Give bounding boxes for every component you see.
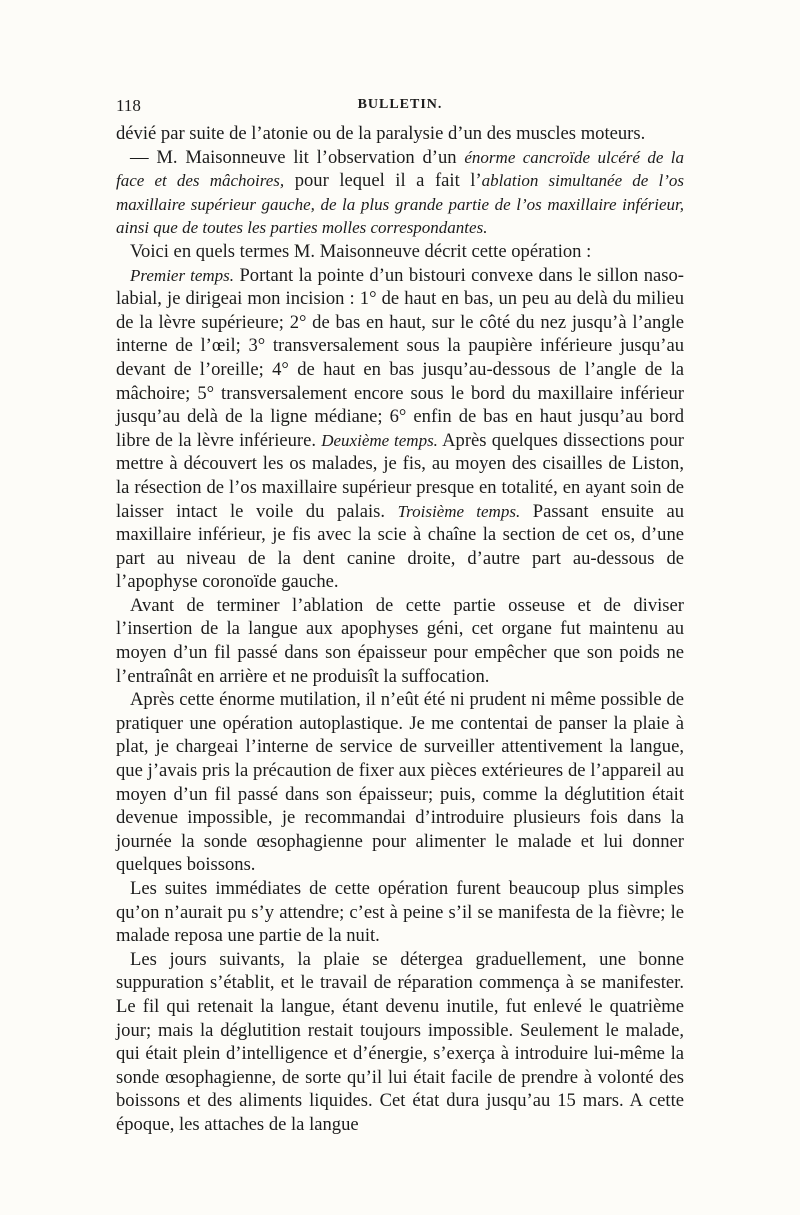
paragraph — [116, 877, 684, 948]
text-run: Avant de terminer l’ablation de cette partie osseuse et de diviser l’insertion de la langue aux apophyses géni, cet organe fut maintenu au moyen d’un fil passé dans son épaisseur pour empêcher que son poids ne l’entraînât en arrière et ne produisît la suffocation. — [116, 594, 684, 687]
italic-text-run: ablation simultanée de l’os maxillaire supérieur gauche, de la plus grande partie de l’os maxillaire inférieur, ainsi que de toutes les parties molles correspondantes. — [116, 171, 684, 238]
paragraph — [116, 264, 684, 594]
text-run: Voici en quels termes M. Maisonneuve décrit cette opération : — [130, 240, 592, 262]
book-page — [116, 96, 684, 1137]
italic-text-run: Premier temps. — [130, 265, 235, 285]
text-run: Les suites immédiates de cette opération furent beaucoup plus simples qu’on n’aurait pu s’y attendre; c’est à peine s’il se manifesta de la fièvre; le malade reposa une partie de la nuit. — [116, 878, 684, 947]
text-run: Après quelques dissections pour mettre à découvert les os malades, je fis, au moyen des cisailles de Liston, la résection de l’os maxillaire supérieur presque en totalité, en ayant soin de laisser intact le voile du palais. — [116, 429, 684, 522]
text-run: Portant la pointe d’un bistouri convexe dans le sillon naso-labial, je dirigeai mon incision : 1° de haut en bas, un peu au delà du milieu de la lèvre supérieure; 2° de bas en haut, sur le côté du nez jusqu’à l’angle interne de l’œil; 3° transversalement sous la paupière inférieure jusqu’au devant de l’oreille; 4° de haut en bas jusqu’au-dessous de l’angle de la mâchoire; 5° transversalement encore sous le bord du maxillaire inférieur jusqu’au delà de la ligne médiane; 6° enfin de bas en haut jusqu’au bord libre de la lèvre inférieure. — [116, 264, 684, 451]
page-number: 118 — [116, 96, 141, 115]
italic-text-run: Troisième temps. — [397, 501, 521, 521]
text-run: Après cette énorme mutilation, il n’eût été ni prudent ni même possible de pratiquer une opération autoplastique. Je me contentai de panser la plaie à plat, je chargeai l’interne de service de surveiller attentivement la langue, que j’avais pris la précaution de fixer aux pièces extérieures de l’appareil au moyen d’un fil passé dans son épaisseur; puis, comme la déglutition était devenue impossible, je recommandai d’introduire plusieurs fois dans la journée la sonde œsophagienne pour alimenter le malade et lui donner quelques boissons. — [116, 689, 684, 876]
italic-text-run: énorme cancroïde ulcéré de la face et des mâchoires, — [116, 147, 685, 191]
italic-text-run: Deuxième temps. — [321, 430, 438, 450]
paragraph — [116, 594, 684, 688]
paragraph — [116, 688, 684, 877]
text-run: — M. Maisonneuve lit l’observation d’un — [130, 146, 465, 168]
text-run: Passant ensuite au maxillaire inférieur, je fis avec la scie à chaîne la section de cet os, d’une part au niveau de la dent canine droite, d’autre part au-dessous de l’apophyse coronoïde gauche. — [116, 500, 685, 593]
text-run: pour lequel il a fait l’ — [284, 170, 482, 192]
paragraph — [116, 240, 684, 264]
text-run: dévié par suite de l’atonie ou de la paralysie d’un des muscles moteurs. — [116, 123, 646, 144]
paragraph — [116, 122, 684, 146]
body-text — [116, 122, 684, 1137]
text-run: Les jours suivants, la plaie se détergea graduellement, une bonne suppuration s’établit, et le travail de réparation commença à se manifester. Le fil qui retenait la langue, étant devenu inutile, fut enlevé le quatrième jour; mais la déglutition restait toujours impossible. Seulement le malade, qui était plein d’intelligence et d’énergie, s’exerça à introduire lui-même la sonde œsophagienne, de sorte qu’il lui était facile de prendre à volonté des boissons et des aliments liquides. Cet état dura jusqu’au 15 mars. A cette époque, les attaches de la langue — [116, 948, 684, 1135]
page-header — [116, 96, 684, 122]
running-title: BULLETIN. — [357, 97, 443, 112]
paragraph — [116, 146, 684, 240]
paragraph — [116, 948, 684, 1137]
